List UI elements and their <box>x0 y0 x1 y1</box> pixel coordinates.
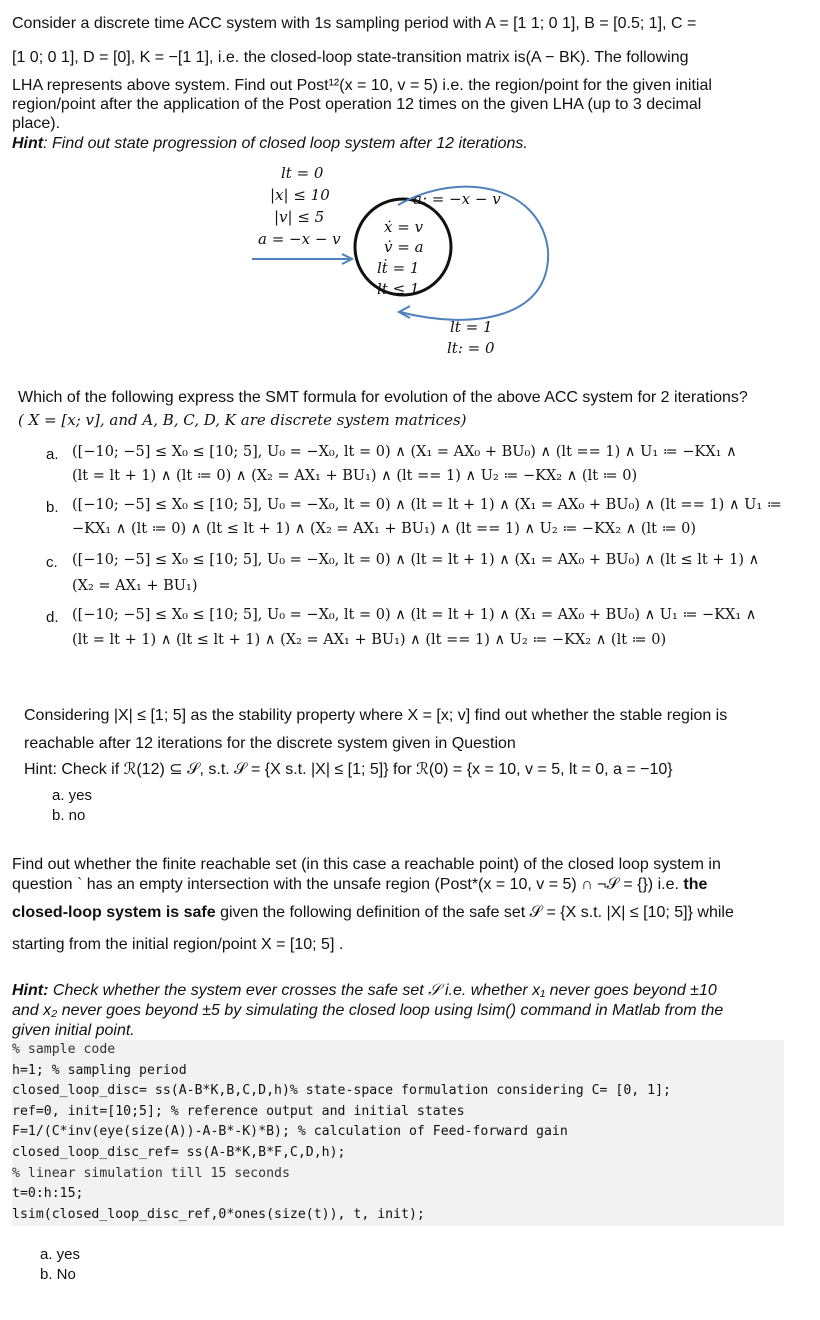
q2-option-b-line1: ([−10; −5] ≤ X₀ ≤ [10; 5], U₀ = −X₀, lt = 0) ∧ (lt = lt + 1) ∧ (X₁ = AX₀ + BU₀) ∧ (lt == 1) ∧ U₁ ≔ <box>72 497 782 513</box>
lha-reset: lt: = 0 <box>447 339 495 357</box>
code-line-2: h=1; % sampling period <box>12 1062 187 1078</box>
q1-line5: place). <box>12 115 61 132</box>
q4-line2-text: question ` has an empty intersection with the unsafe region (Post*(x = 10, v = 5) ∩ ¬𝒮 = {}) i.e. <box>12 876 684 893</box>
q1-line3: LHA represents above system. Find out Post¹²(x = 10, v = 5) i.e. the region/point for the given initial <box>12 77 712 94</box>
q2-line1: Which of the following express the SMT formula for evolution of the above ACC system for 2 iterations? <box>18 389 748 406</box>
q4-line1: Find out whether the finite reachable set (in this case a reachable point) of the closed loop system in <box>12 856 721 873</box>
code-line-1: % sample code <box>12 1042 116 1057</box>
lha-init-v: |v| ≤ 5 <box>274 208 325 226</box>
q1-line1: Consider a discrete time ACC system with 1s sampling period with A = [1 1; 0 1], B = [0.5; 1], C = <box>12 15 697 32</box>
q2-option-b-label[interactable]: b. <box>46 499 59 516</box>
lha-init-lt: lt = 0 <box>281 164 324 182</box>
q3-option-yes[interactable]: a. yes <box>52 787 93 804</box>
q4-option-yes[interactable]: a. yes <box>40 1246 81 1263</box>
q4-safe-phrase: closed-loop system is safe <box>12 904 216 921</box>
lha-flow-lt: lṫ = 1 <box>377 259 420 277</box>
q2-option-a-line1: ([−10; −5] ≤ X₀ ≤ [10; 5], U₀ = −X₀, lt = 0) ∧ (X₁ = AX₀ + BU₀) ∧ (lt == 1) ∧ U₁ ≔ −KX₁ ∧ <box>72 444 737 460</box>
q4-line4: starting from the initial region/point X = [10; 5] . <box>12 936 344 953</box>
q1-line2: [1 0; 0 1], D = [0], K = −[1 1], i.e. the closed-loop state-transition matrix is(A − BK). The following <box>12 49 689 66</box>
lha-loop-reset: a: = −x − v <box>413 190 501 208</box>
lha-init-x: |x| ≤ 10 <box>270 186 330 204</box>
q4-line2 <box>12 875 802 894</box>
lha-guard: lt = 1 <box>450 318 493 336</box>
code-line-3: closed_loop_disc= ss(A-B*K,B,C,D,h)% state-space formulation considering C= [0, 1]; <box>12 1083 671 1099</box>
q4-hint-line1 <box>12 981 802 1000</box>
q2-option-d-label[interactable]: d. <box>46 609 59 626</box>
q4-hint-line3: given initial point. <box>12 1022 135 1039</box>
q4-line3 <box>12 903 802 922</box>
lha-flow-v: v̇ = a <box>384 238 424 256</box>
code-line-4: ref=0, init=[10;5]; % reference output and initial states <box>12 1103 465 1119</box>
q3-line2: reachable after 12 iterations for the discrete system given in Question <box>24 735 516 752</box>
q2-option-d-line2: (lt = lt + 1) ∧ (lt ≤ lt + 1) ∧ (X₂ = AX₁ + BU₁) ∧ (lt == 1) ∧ U₂ ≔ −KX₂ ∧ (lt ≔ 0) <box>72 632 667 648</box>
code-line-5: F=1/(C*inv(eye(size(A))-A-B*-K)*B); % calculation of Feed-forward gain <box>12 1124 568 1140</box>
q1-hint-label: Hint <box>12 135 44 152</box>
code-line-7: % linear simulation till 15 seconds <box>12 1165 290 1181</box>
q3-line1: Considering |X| ≤ [1; 5] as the stability property where X = [x; v] find out whether the stable region is <box>24 707 728 724</box>
q3-option-no[interactable]: b. no <box>52 807 86 824</box>
q4-line2-bold: the <box>683 876 708 893</box>
self-loop-arrow-head <box>399 306 410 318</box>
lha-init-a: a = −x − v <box>258 230 341 248</box>
q2-option-a-line2: (lt = lt + 1) ∧ (lt ≔ 0) ∧ (X₂ = AX₁ + BU₁) ∧ (lt == 1) ∧ U₂ ≔ −KX₂ ∧ (lt ≔ 0) <box>72 468 638 484</box>
lha-flow-x: ẋ = v <box>384 218 424 236</box>
q4-option-no[interactable]: b. No <box>40 1266 76 1283</box>
q4-hint-text1: Check whether the system ever crosses the safe set 𝒮 i.e. whether x₁ never goes beyond ±10 <box>48 982 717 999</box>
q2-option-a-label[interactable]: a. <box>46 446 59 463</box>
q4-line3-text: given the following definition of the safe set 𝒮 = {X s.t. |X| ≤ [10; 5]} while <box>215 904 734 921</box>
matlab-code-block <box>12 1040 784 1226</box>
q1-line4: region/point after the application of the Post operation 12 times on the given LHA (up to 3 decimal <box>12 96 702 113</box>
q2-option-c-label[interactable]: c. <box>46 554 58 571</box>
q1-hint-text: : Find out state progression of closed loop system after 12 iterations. <box>43 135 528 152</box>
q2-option-c-line1: ([−10; −5] ≤ X₀ ≤ [10; 5], U₀ = −X₀, lt = 0) ∧ (lt = lt + 1) ∧ (X₁ = AX₀ + BU₀) ∧ (lt ≤ lt + 1) ∧ <box>72 552 760 568</box>
code-line-8: t=0:h:15; <box>12 1186 84 1202</box>
lha-invariant: lt ≤ 1 <box>377 280 420 298</box>
q4-hint-line2: and x₂ never goes beyond ±5 by simulating the closed loop using lsim() command in Matlab from the <box>12 1002 724 1019</box>
lha-diagram-svg <box>0 0 820 380</box>
code-line-9: lsim(closed_loop_disc_ref,0*ones(size(t)), t, init); <box>12 1206 425 1222</box>
q2-option-b-line2: −KX₁ ∧ (lt ≔ 0) ∧ (lt ≤ lt + 1) ∧ (X₂ = AX₁ + BU₁) ∧ (lt == 1) ∧ U₂ ≔ −KX₂ ∧ (lt ≔ 0) <box>72 521 697 537</box>
q4-hint-label: Hint: <box>12 982 49 999</box>
code-line-6: closed_loop_disc_ref= ss(A-B*K,B*F,C,D,h); <box>12 1144 346 1160</box>
q3-line3: Hint: Check if ℛ(12) ⊆ 𝒮, s.t. 𝒮 = {X s.t. |X| ≤ [1; 5]} for ℛ(0) = {x = 10, v = 5, lt = 0, a = −10} <box>24 761 673 778</box>
q2-option-c-line2: (X₂ = AX₁ + BU₁) <box>72 578 198 594</box>
q2-option-d-line1: ([−10; −5] ≤ X₀ ≤ [10; 5], U₀ = −X₀, lt = 0) ∧ (lt = lt + 1) ∧ (X₁ = AX₀ + BU₀) ∧ U₁ ≔ −KX₁ ∧ <box>72 607 757 623</box>
q2-line2: ( X = [x; v], and A, B, C, D, K are discrete system matrices) <box>18 411 467 429</box>
